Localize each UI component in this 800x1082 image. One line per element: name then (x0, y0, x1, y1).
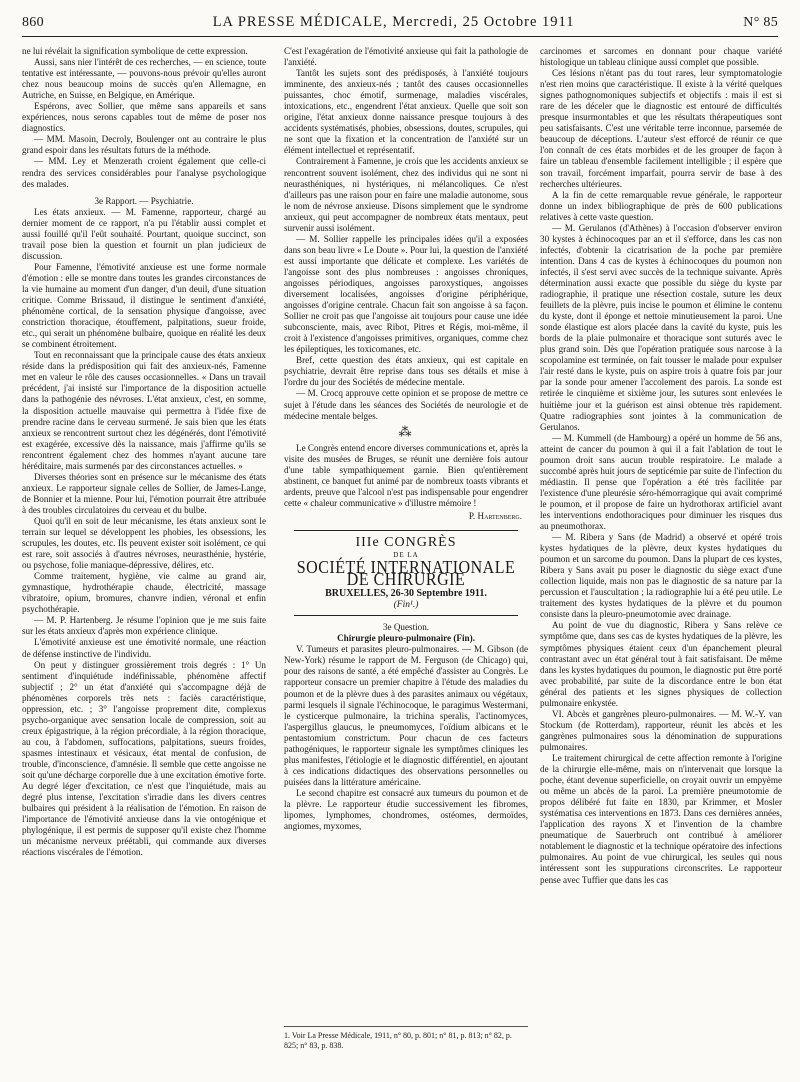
page-number: 860 (22, 15, 44, 30)
paragraph: Comme traitement, hygiène, vie calme au grand air, gymnastique, hydrothérapie chaude, électricité, massage vibratoire, opium, bromures, chanvre indien, véronal et enfin psychothérapie. (22, 571, 266, 615)
congress-number: IIIe CONGRÈS (355, 534, 457, 550)
column-middle (284, 46, 528, 1076)
congress-title-block (294, 530, 518, 616)
footnote: 1. Voir La Presse Médicale, 1911, n° 80, p. 801; n° 81, p. 813; n° 82, p. 825; n° 83, p. 838. (284, 1026, 528, 1051)
author-signature: P. Hartenberg. (468, 510, 522, 521)
paragraph: C'est l'exagération de l'émotivité anxieuse qui fait la pathologie de l'anxiété. (284, 46, 528, 68)
paragraph: Tout en reconnaissant que la principale cause des états anxieux réside dans la prédisposition qui fait des anxieux-nés, Famenne met en valeur le rôle des causes occasionnelles. « Dans un travail précédent, j'ai insisté sur l'importance de la disposition actuelle dans la pathogénie des névroses. L'état anxieux, c'est, en somme, la disposition actuelle mauvaise qui permettra à l'idée fixe de prendre racine dans le cerveau surmené. Je sais bien que les états anxieux se rencontrent surtout chez les dégénérés, dont l'émotivité est exagérée, excessive dès la naissance, mais j'affirme qu'ils se rencontrent également chez des hommes n'ayant aucune tare héréditaire, mais surmenés par des circonstances actuelles. » (22, 350, 266, 471)
paragraph: Le Congrès entend encore diverses communications et, après la visite des musées de Bruges, se réunit une dernière fois autour d'une table sympathiquement garnie. Bien qu'entièrement abstinent, ce banquet fut animé par de nombreux toasts vibrants et ardents, preuve que l'alcool n'est pas indispensable pour engendrer cette « chaleur communicative » d'illustre mémoire ! (284, 442, 528, 508)
paragraph: Tantôt les sujets sont des prédisposés, à l'anxiété toujours imminente, des anxieux-nés ; tantôt des causes occasionnelles puissantes, choc émotif, surmenage, maladies viscérales, intoxications, etc., engendrent l'état anxieux. Quelle que soit son origine, l'état anxieux donne naissance presque toujours à des accidents systématisés, phobies, obsessions, doutes, scrupules, qui ne sont que la fixation et la concentration de l'anxiété sur un élément intellectuel et représentatif. (284, 68, 528, 156)
congress-society-name: SOCIÉTÉ INTERNATIONALE DE CHIRURGIE (296, 558, 516, 590)
journal-title: LA PRESSE MÉDICALE, Mercredi, 25 Octobre 1911 (212, 14, 575, 30)
paragraph: Quoi qu'il en soit de leur mécanisme, les états anxieux sont le terrain sur lequel se développent les phobies, les obsessions, les scrupules, les doutes, etc. Ils peuvent exister soit isolément, ce qui est rare, soit associés à d'autres névroses, neurasthénie, hystérie, ou psychose, folie maniaque-dépressive, délires, etc. (22, 515, 266, 571)
subsection-heading: Chirurgie pleuro-pulmonaire (Fin). (337, 633, 475, 644)
paragraph: — M. Kummell (de Hambourg) a opéré un homme de 56 ans, atteint de cancer du poumon à qui il a fait l'ablation de tout le poumon droit sans aucun trouble respiratoire. Le malade a succombé après huit jours de septicémie par suite de l'infection du médiastin. Il pense que l'opération a été très facilitée par l'existence d'une pleurésie séro-hémorragique qui avait comprimé le poumon, et il propose de faire un hydrothorax artificiel avant les interventions endothoraciques pour diminuer les risques dus au pneumothorax. (540, 432, 782, 532)
paragraph: On peut y distinguer grossièrement trois degrés : 1° Un sentiment d'inquiétude indéfinissable, phénomène affectif subjectif ; 2° un état d'anxiété qui s'accompagne déjà de phénomènes corporels très nets : faciès caractéristique, oppression, etc. ; 3° l'angoisse proprement dite, complexus psycho-organique avec sensation locale de compression, soit au creux épigastrique, à la région précordiale, à la région thoracique, au cou, à l'abdomen, suffocations, palpitations, sueurs froides, spasmes intestinaux et vésicaux, état mental de confusion, de trouble, d'inconscience, d'amnésie. Il semble que cette angoisse ne soit qu'une décharge corporelle due à une excitation émotive forte. Au degré léger d'excitation, ce n'est que l'inquiétude, mais au degré plus intense, l'excitation s'irradie dans les divers centres bulbaires qui président à la réalisation de l'émotion. En raison de l'importance de l'émotivité anxieuse dans la vie ontogénique et phylogénique, il est permis de supposer qu'il existe chez l'homme un mécanisme nerveux préétabli, qui commande aux diverses réactions viscérales de l'émotion. (22, 659, 266, 858)
paragraph: A la fin de cette remarquable revue générale, le rapporteur donne un index bibliographique de près de 600 publications relatives à cette vaste question. (540, 189, 782, 222)
paragraph: — M. Gerulanos (d'Athènes) à l'occasion d'observer environ 30 kystes à échinocoques par an et il s'efforce, dans les cas non infectés, d'obtenir la cicatrisation de la poche par première intention. Dans 4 cas de kystes à échinocoques du poumon non infectés, il s'est servi avec succès de la technique suivante. Après détermination aussi exacte que possible du siège du kyste par radiographie, il pratique une résection costale, suture les deux feuillets de la plèvre, puis incise le poumon et élimine le contenu du kyste, dont il éponge et nettoie minutieusement la paroi. Une sonde élastique est alors placée dans la cavité du kyste, puis les bords de la plaie pulmonaire et thoracique sont suturés avec le plus grand soin. Dès que l'opération pratiquée sous narcose à la scopolamine est terminée, on fait tousser le malade pour expulser l'air resté dans le kyste, puis on aspire trois à quatre fois par jour par la sonde pour amener l'accolement des parois. La sonde est retirée le cinquième et sixième jour, les sutures sont enlevées le huitième jour et la guérison est ainsi obtenue très rapidement. Quatre radiographies sont jointes à la communication de Gerulanos. (540, 222, 782, 432)
paragraph: Ces lésions n'étant pas du tout rares, leur symptomatologie n'est rien moins que caractéristique. Il existe à la vérité quelques signes pathognomoniques subjectifs et objectifs : mais il est si rare de les déceler que le diagnostic est entouré de difficultés presque insurmontables et que les résultats thérapeutiques sont peu satisfaisants. C'est une véritable terre inconnue, parsemée de beaucoup de déceptions. L'auteur s'est efforcé de réunir ce que l'on connaît de ces états morbides et de les grouper de façon à faire un tableau d'ensemble facilement intelligible ; il espère que son travail, forcément imparfait, pourra servir de base à des recherches ultérieures. (540, 68, 782, 189)
paragraph: VI. Abcès et gangrènes pleuro-pulmonaires. — M. W.-Y. van Stockum (de Rotterdam), rapporteur, réunit les abcès et les gangrènes pulmonaires sous la dénomination de suppurations pulmonaires. (540, 708, 782, 752)
paragraph: ne lui révélait la signification symbolique de cette expression. (22, 46, 248, 56)
paragraph: Les états anxieux. — M. Famenne, rapporteur, chargé au dernier moment de ce rapport, n'a pu l'établir aussi complet et aussi fouillé qu'il l'eût souhaité. Pourtant, quoique succinct, son travail pose bien la question et fournit un plan judicieux de discussion. (22, 206, 266, 261)
paragraph: Espérons, avec Sollier, que même sans appareils et sans expériences, nous serons capables tout de même de poser nos diagnostics. (22, 101, 266, 134)
paragraph: — MM. Ley et Menzerath croient également que celle-ci rendra des services considérables pour l'analyse psychologique des malades. (22, 156, 266, 189)
page-header (22, 14, 778, 34)
column-left (22, 46, 266, 1076)
paragraph: Aussi, sans nier l'intérêt de ces recherches, — en science, toute tentative est intéressante, — pouvons-nous prévoir qu'elles auront chez nous beaucoup moins de succès qu'en Allemagne, en Autriche, en Suisse, en Belgique, en Amérique. (22, 57, 266, 101)
section-heading: 3e Rapport. — Psychiatrie. (94, 195, 194, 206)
paragraph: Pour Famenne, l'émotivité anxieuse est une forme normale d'émotion : elle se montre dans toutes les grandes circonstances de la vie humaine au moment d'un danger, d'un deuil, d'une situation critique. Comme Brissaud, il distingue le sentiment d'anxiété, phénomène cortical, de la sensation physique d'angoisse, avec constriction thoracique, étouffement, palpitations, sueur froide, etc., qui serait un phénomène bulbaire, quoique en réalité les deux se combinent étroitement. (22, 261, 266, 350)
question-heading: 3e Question. (382, 622, 430, 633)
paragraph: Le traitement chirurgical de cette affection remonte à l'origine de la chirurgie elle-même, mais on n'intervenait que lorsque la poche, étant devenue superficielle, on croyait ouvrir un empyème ou même un abcès de la paroi. La première pneumotomie de propos délibéré fut faite en 1830, par Krimmer, et Mosler systématisa ces interventions en 1873. Dans ces dernières années, l'application des rayons X et l'invention de la chambre pneumatique de Sauerbruch ont contribué à améliorer notablement le diagnostic et la technique opératoire des infections pulmonaires. Au point de vue chirurgical, les seules qui nous intéressent sont les suppurations circonscrites. Le rapporteur pense avec Tuffier que dans les cas (540, 753, 782, 885)
paragraph: — M. Sollier rappelle les principales idées qu'il a exposées dans son beau livre « Le Doute ». Pour lui, la question de l'anxiété est aussi importante que délicate et complexe. Les variétés de l'angoisse sont des plus nombreuses : angoisses chroniques, angoisses périodiques, angoisses paroxystiques, angoisses diversement localisées, angoisses d'origine périphérique, angoisses d'origine centrale. Chacun fait son angoisse à sa façon. Sollier ne croit pas que l'angoisse ait toujours pour cause une idée subconsciente, mais, avec Ribot, Pitres et Régis, moi-même, il croit à l'existence d'angoisses primitives, organiques, comme chez les épileptiques, les toxicomanes, etc. (284, 233, 528, 355)
paragraph: V. Tumeurs et parasites pleuro-pulmonaires. — M. Gibson (de New-York) résume le rapport de M. Ferguson (de Chicago) qui, pour des raisons de santé, a été empêché d'assister au Congrès. Le rapporteur consacre un premier chapitre à l'étude des maladies du poumon et de la plèvre dues à des parasites animaux ou végétaux, parmi lesquels il signale l'échinocoque, le paragimus Westermani, le cysticerque pulmonaire, la trichina speralis, l'actinomyces, l'aspergillus glaucus, le pneumomyces, l'oïdium albicans et le pentastomium constrictum. Pour chacun de ces facteurs pathogéniques, le rapporteur signale les symptômes cliniques les plus manifestes, l'étiologie et le diagnostic différentiel, en ajoutant à ces indications didactiques des observations personnelles ou puisées dans la littérature américaine. (284, 644, 528, 787)
paragraph: — M. P. Hartenberg. Je résume l'opinion que je me suis faite sur les états anxieux d'après mon expérience clinique. (22, 615, 266, 637)
paragraph: carcinomes et sarcomes en donnant pour chaque variété histologique un tableau clinique aussi complet que possible. (540, 46, 782, 68)
column-right (540, 46, 782, 1076)
congress-fin: (Fin¹.) (393, 600, 419, 611)
paragraph: L'émotivité anxieuse est une émotivité normale, une réaction de défense instinctive de l'individu. (22, 637, 266, 659)
section-divider-stars: ⁂ (398, 423, 414, 439)
paragraph: — M. Ribera y Sans (de Madrid) a observé et opéré trois kystes hydatiques de la plèvre, deux kystes hydatiques du poumon et un sarcome du poumon. Dans la plupart de ces kystes, Ribera y Sans avait pu poser le diagnostic du siège exact d'une collection liquide, mais non pas le diagnostic de sa nature par la percussion et l'auscultation ; la radiographie lui a été peu utile. Le traitement des kystes hydatiques de la plèvre et du poumon consiste dans la pleuro-pneumotomie avec drainage. (540, 532, 782, 620)
paragraph: — MM. Masoin, Decroly, Boulenger ont au contraire le plus grand espoir dans les résultats futurs de la méthode. (22, 134, 266, 156)
issue-number: N° 85 (743, 15, 778, 30)
paragraph: Contrairement à Famenne, je crois que les accidents anxieux se rencontrent souvent isolément, chez des individus qui ne sont ni neurasthéniques, ni hystériques, ni mélancoliques. Ce n'est d'ailleurs pas une raison pour en faire une maladie autonome, sous le nom de névrose anxieuse. Disons simplement que le syndrome anxieux, qui peut accompagner de nombreux états mentaux, peut survenir aussi isolément. (284, 156, 528, 233)
congress-place-date: BRUXELLES, 26-30 Septembre 1911. (325, 588, 487, 600)
paragraph: Le second chapitre est consacré aux tumeurs du poumon et de la plèvre. Le rapporteur étudie successivement les fibromes, lipomes, lymphomes, chondromes, ostéomes, dermoïdes, angiomes, myxomes, (284, 787, 528, 832)
paragraph: — M. Crocq approuve cette opinion et se propose de mettre ce sujet à l'étude dans les séances des Sociétés de neurologie et de médecine mentale belges. (284, 388, 528, 421)
header-rule (22, 36, 778, 37)
congress-de-la: DE LA (393, 551, 419, 560)
paragraph: Au point de vue du diagnostic, Ribera y Sans relève ce symptôme que, dans ses cas de kystes hydatiques de la plèvre, les symptômes physiques étaient ceux d'un épanchement pleural contrastant avec un état général tout à fait satisfaisant. De même dans les kystes hydatiques du poumon, le diagnostic put être porté avec probabilité, par suite de la discordance entre le bon état général des patients et les signes physiques de collection pulmonaire enkystée. (540, 620, 782, 708)
paragraph: Diverses théories sont en présence sur le mécanisme des états anxieux. Le rapporteur signale celles de Sollier, de James-Lange, de Bonnier et la mienne. Pour lui, l'émotion pourrait être attribuée à des troubles circulatoires du cerveau et du bulbe. (22, 471, 266, 515)
paragraph: Bref, cette question des états anxieux, qui est capitale en psychiatrie, devrait être reprise dans tous ses détails et mise à l'ordre du jour des Sociétés de médecine mentale. (284, 355, 528, 388)
